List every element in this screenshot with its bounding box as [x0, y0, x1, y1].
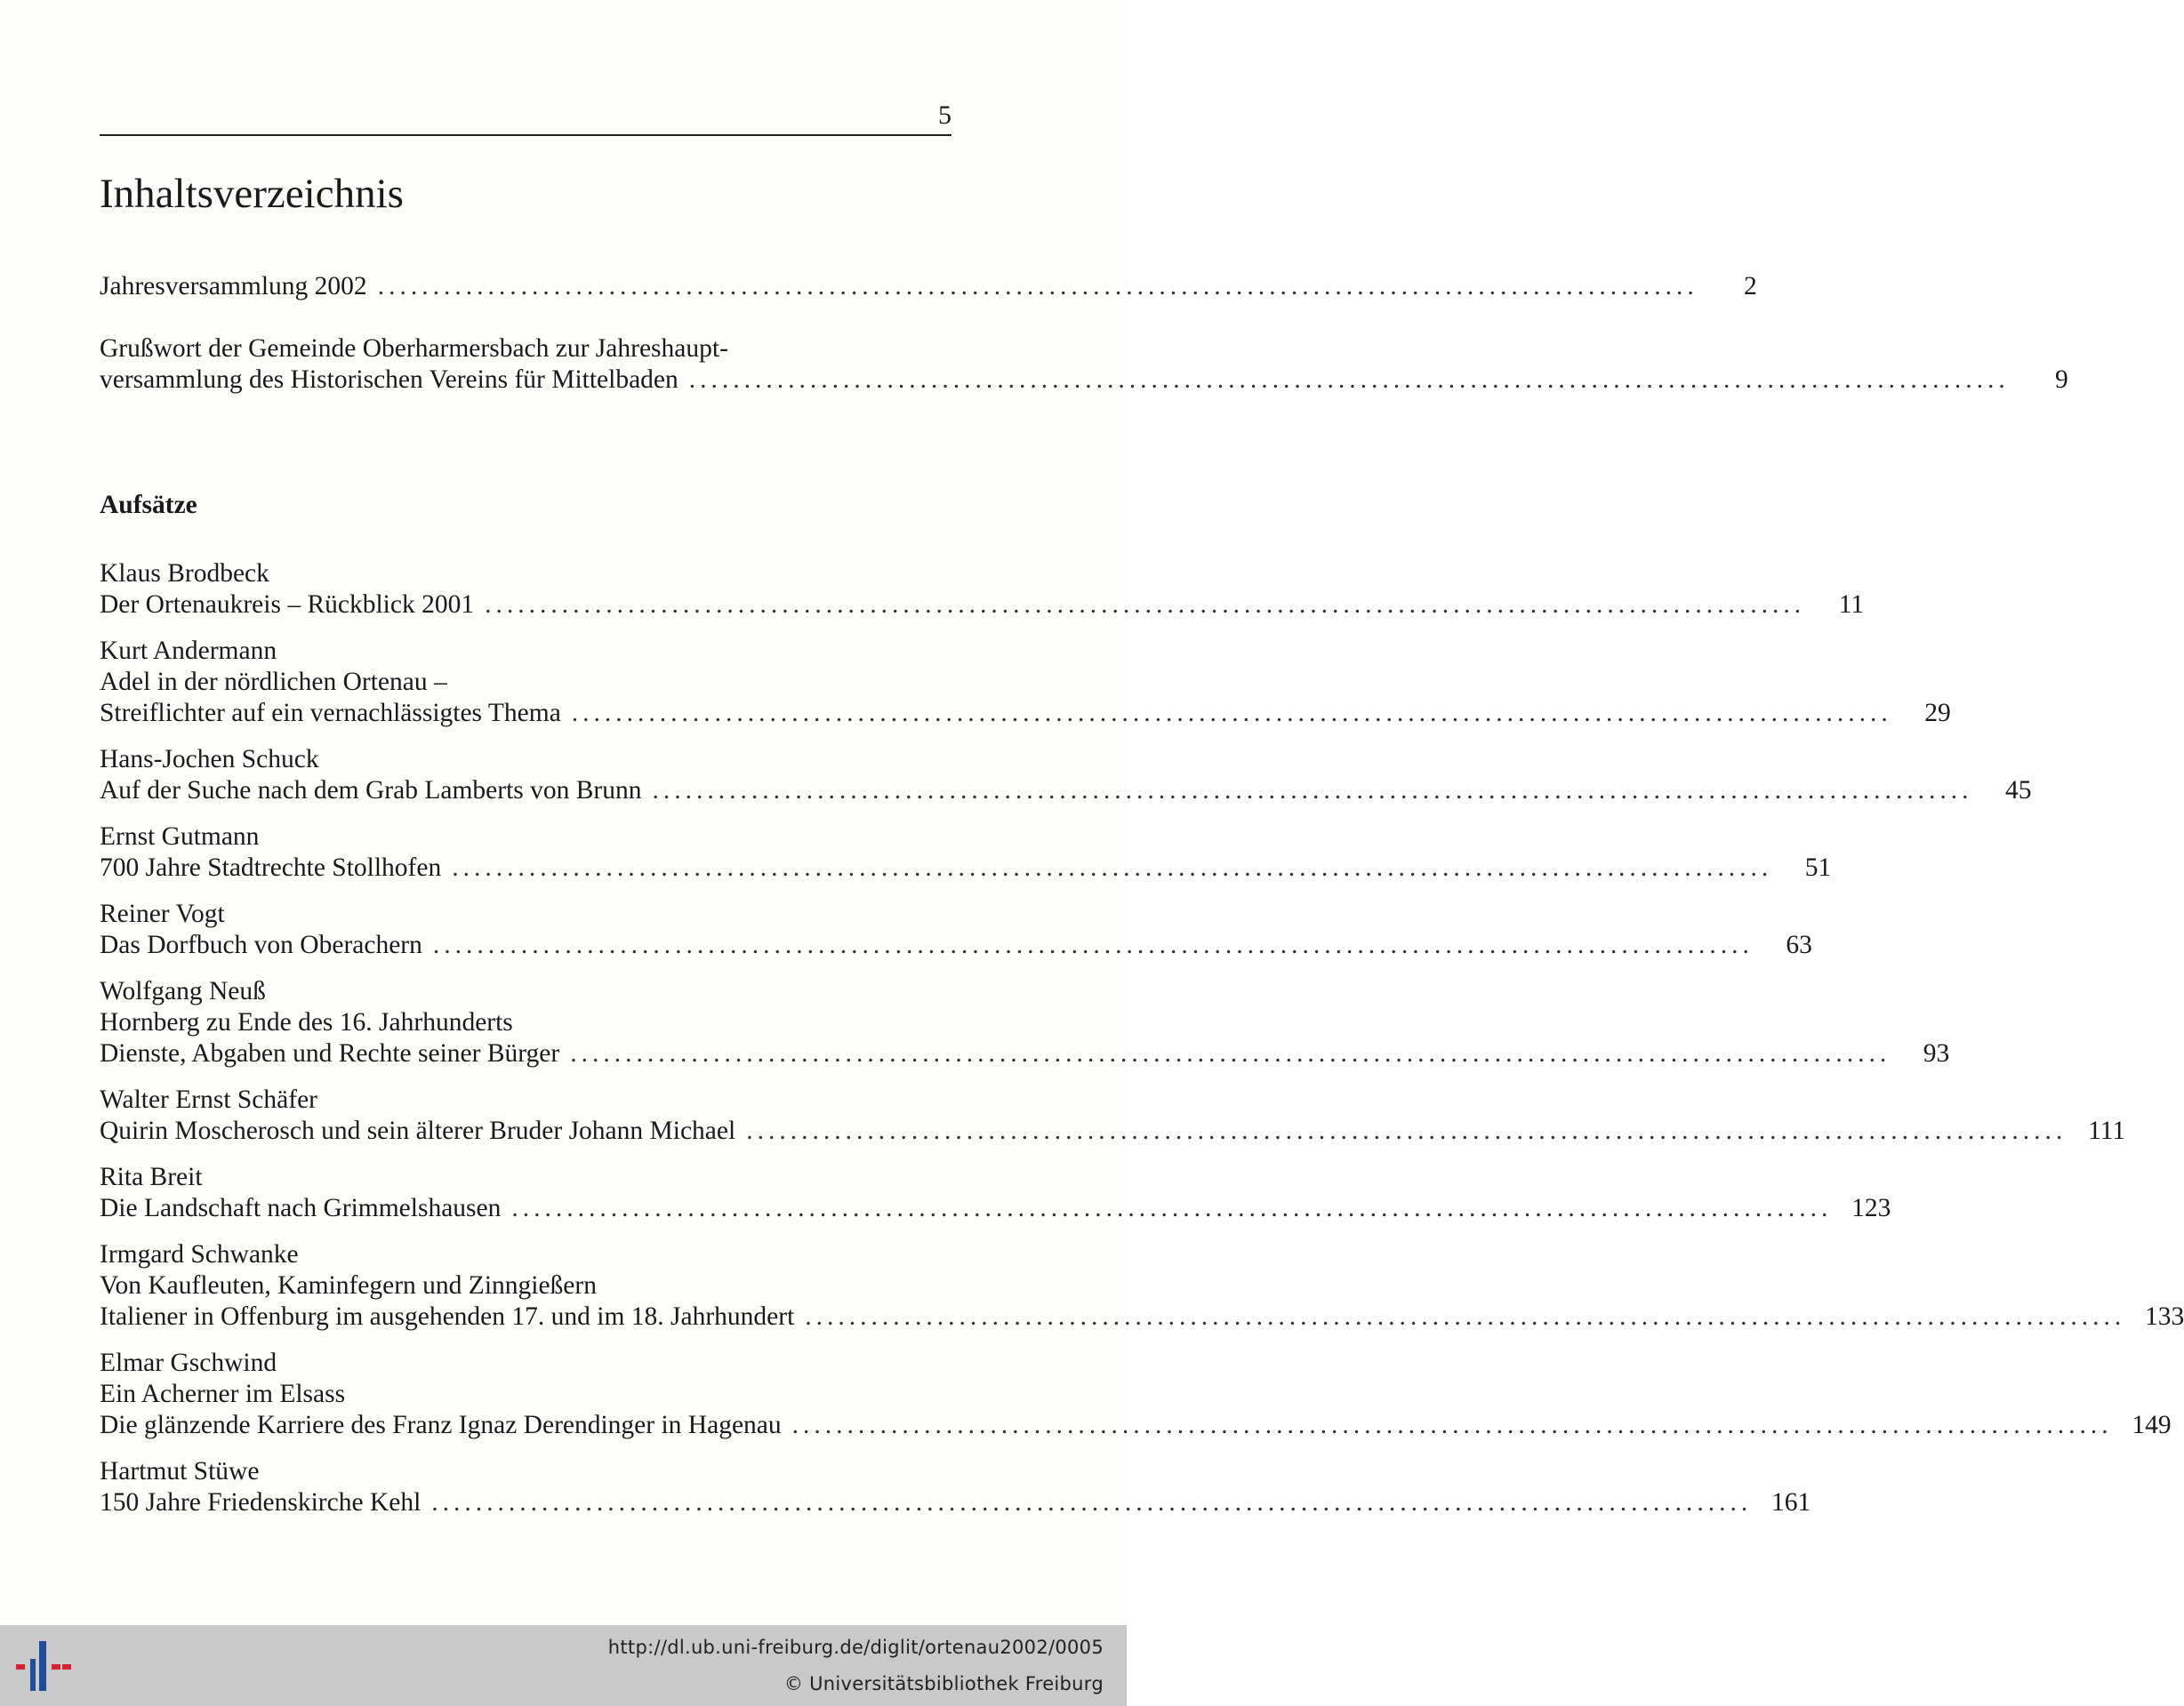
- entry-title-text: versammlung des Historischen Vereins für Mittelbaden: [100, 365, 678, 394]
- dot-leader: ........................................................................................................................: [791, 1411, 2113, 1439]
- page-reference: 2: [1743, 272, 1757, 300]
- dot-leader: ........................................................................................................................: [432, 931, 1754, 959]
- dot-leader: ........................................................................................................................: [485, 590, 1806, 619]
- entry-title-text: 150 Jahre Friedenskirche Kehl: [100, 1488, 422, 1517]
- page-reference: 9: [2055, 365, 2068, 394]
- entry-line: [100, 930, 1812, 961]
- toc-entry: [100, 271, 1757, 302]
- entry-title-text: Die glänzende Karriere des Franz Ignaz Derendinger in Hagenau: [100, 1411, 782, 1439]
- dot-leader: ........................................................................................................................: [746, 1117, 2068, 1145]
- dot-leader: ........................................................................................................................: [571, 699, 1892, 727]
- entry-line: [100, 271, 1757, 302]
- entry-line: [100, 775, 2032, 806]
- entry-title-text: Der Ortenaukreis – Rückblick 2001: [100, 590, 475, 619]
- dot-leader: ........................................................................................................................: [652, 776, 1973, 805]
- entry-author: Wolfgang Neuß: [100, 977, 266, 1005]
- entry-title-text: Quirin Moscherosch und sein älterer Bruder Johann Michael: [100, 1117, 736, 1145]
- toc-entry: [100, 333, 2068, 396]
- dot-leader: ........................................................................................................................: [431, 1488, 1753, 1517]
- page-reference: 111: [2088, 1117, 2126, 1145]
- toc-entry: [100, 976, 1950, 1069]
- page-reference: 29: [1924, 699, 1951, 727]
- page-reference: 161: [1771, 1488, 1811, 1517]
- entry-author: Hans-Jochen Schuck: [100, 745, 319, 773]
- page-reference: 123: [1851, 1194, 1891, 1222]
- entry-line: [100, 1487, 1811, 1518]
- entry-author: Hartmut Stüwe: [100, 1457, 260, 1486]
- entry-title-text: Von Kaufleuten, Kaminfegern und Zinngießern: [100, 1271, 597, 1300]
- section-heading: Aufsätze: [100, 491, 197, 519]
- entry-line: [100, 667, 951, 698]
- entry-author: Reiner Vogt: [100, 900, 225, 928]
- toc-entry: [100, 1348, 2172, 1441]
- entry-title-text: Dienste, Abgaben und Rechte seiner Bürger: [100, 1039, 560, 1068]
- toc-entry: [100, 558, 1865, 621]
- dot-leader: ........................................................................................................................: [377, 272, 1698, 300]
- entry-title-text: Jahresversammlung 2002: [100, 272, 367, 300]
- page-reference: 93: [1923, 1039, 1950, 1068]
- entry-title-text: Adel in der nördlichen Ortenau –: [100, 668, 447, 696]
- page-reference: 45: [2005, 776, 2032, 805]
- entry-line: [100, 1038, 1950, 1069]
- toc-entry: [100, 1162, 1891, 1224]
- entry-line: [100, 698, 1951, 729]
- toc-entry: [100, 744, 2032, 806]
- header-rule: [100, 134, 951, 136]
- toc-entry: [100, 821, 1832, 884]
- page-title: Inhaltsverzeichnis: [100, 171, 404, 217]
- entry-title-text: Das Dorfbuch von Oberachern: [100, 931, 422, 959]
- toc-entry: [100, 1239, 2184, 1333]
- dot-leader: ........................................................................................................................: [570, 1039, 1891, 1068]
- entry-line: [100, 1410, 2172, 1441]
- entry-title-text: Italiener in Offenburg im ausgehenden 17. und im 18. Jahrhundert: [100, 1302, 795, 1331]
- entry-line: [100, 1270, 951, 1302]
- entry-title-text: Ein Acherner im Elsass: [100, 1380, 346, 1408]
- entry-line: [100, 333, 951, 364]
- entry-line: [100, 364, 2068, 396]
- dot-leader: ........................................................................................................................: [688, 365, 2010, 394]
- page-reference: 51: [1804, 853, 1832, 882]
- entry-title-text: Grußwort der Gemeinde Oberharmersbach zur Jahreshaupt-: [100, 334, 728, 363]
- page-reference: 11: [1838, 590, 1865, 619]
- entry-line: [100, 1007, 951, 1038]
- copyright-notice: © Universitätsbibliothek Freiburg: [783, 1673, 1104, 1694]
- source-url[interactable]: http://dl.ub.uni-freiburg.de/diglit/ortenau2002/0005: [607, 1637, 1104, 1658]
- page-reference: 63: [1786, 931, 1812, 959]
- entry-author: Irmgard Schwanke: [100, 1240, 299, 1269]
- entry-author: Klaus Brodbeck: [100, 559, 269, 588]
- toc-entry: [100, 636, 1951, 729]
- entry-line: [100, 1302, 2184, 1333]
- dot-leader: ........................................................................................................................: [511, 1194, 1833, 1222]
- entry-line: [100, 589, 1865, 621]
- toc-entry: [100, 1085, 2126, 1147]
- dot-leader: ........................................................................................................................: [452, 853, 1773, 882]
- page-number: 5: [938, 100, 951, 130]
- entry-line: [100, 853, 1832, 884]
- entry-author: Elmar Gschwind: [100, 1349, 277, 1377]
- table-of-contents: [100, 271, 2184, 1518]
- entry-line: [100, 1116, 2126, 1147]
- entry-title-text: Die Landschaft nach Grimmelshausen: [100, 1194, 502, 1222]
- toc-entry: [100, 1456, 1811, 1518]
- entry-title-text: Auf der Suche nach dem Grab Lamberts von Brunn: [100, 776, 642, 805]
- entry-author: Ernst Gutmann: [100, 822, 260, 851]
- toc-entry: [100, 899, 1812, 961]
- entry-line: [100, 1379, 951, 1410]
- ub-freiburg-logo-icon: [14, 1639, 73, 1694]
- entry-title-text: Hornberg zu Ende des 16. Jahrhunderts: [100, 1008, 513, 1037]
- intro-entries: [100, 271, 2068, 396]
- entry-title-text: Streiflichter auf ein vernachlässigtes Thema: [100, 699, 561, 727]
- entry-line: [100, 1193, 1891, 1224]
- article-entries: [100, 558, 2184, 1518]
- entry-author: Kurt Andermann: [100, 637, 277, 665]
- entry-author: Walter Ernst Schäfer: [100, 1085, 317, 1114]
- page-reference: 149: [2132, 1411, 2172, 1439]
- entry-title-text: 700 Jahre Stadtrechte Stollhofen: [100, 853, 442, 882]
- dot-leader: ........................................................................................................................: [805, 1302, 2126, 1331]
- entry-author: Rita Breit: [100, 1163, 203, 1191]
- footer-bar: [0, 1625, 1127, 1706]
- page-reference: 133: [2145, 1302, 2184, 1331]
